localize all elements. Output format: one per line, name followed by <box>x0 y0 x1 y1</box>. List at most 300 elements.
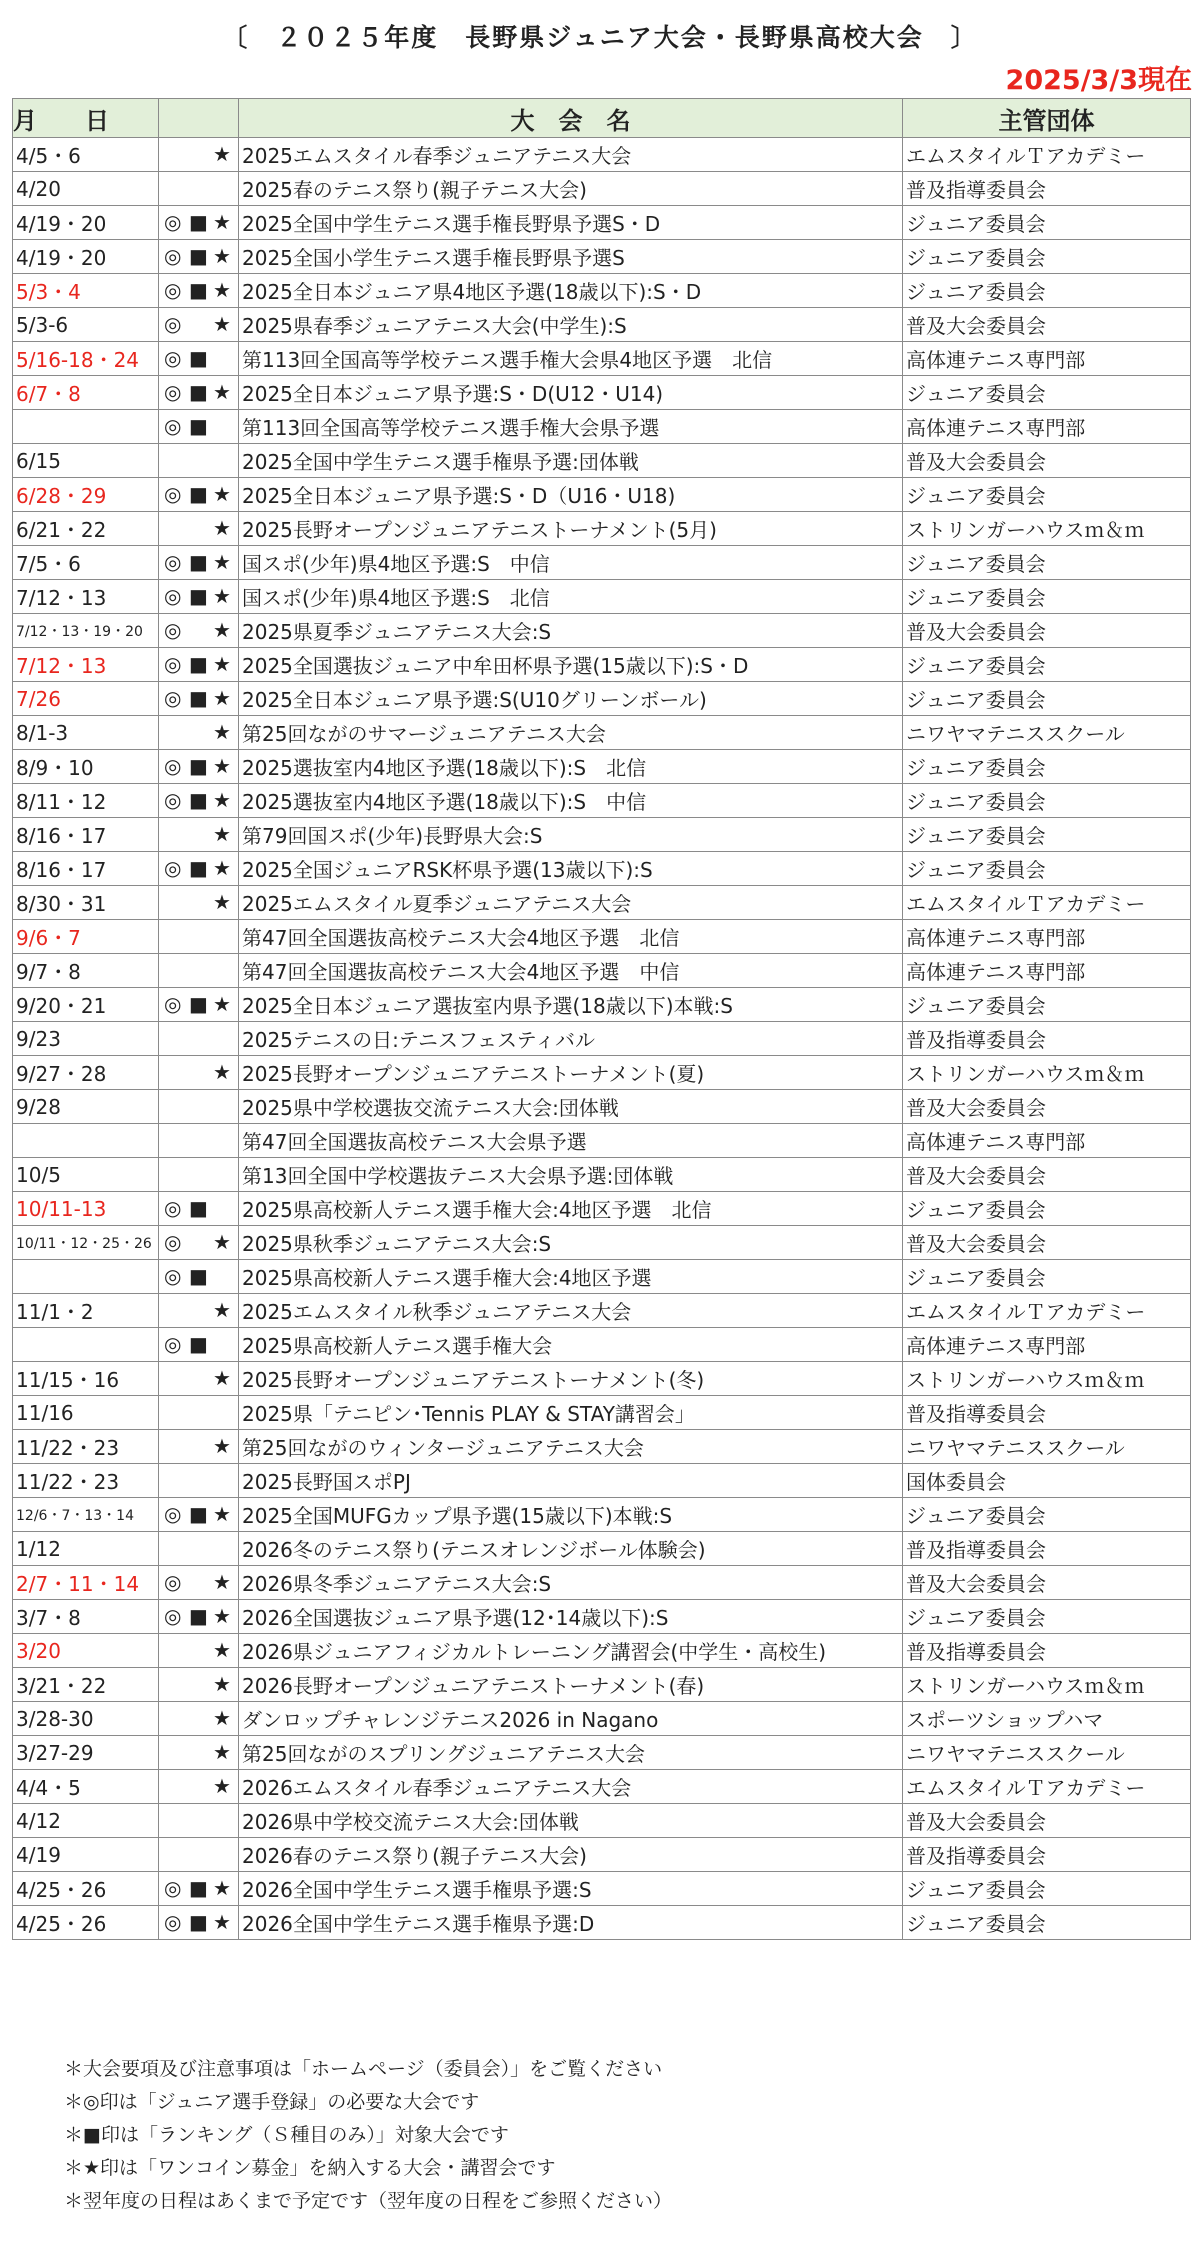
row-marks <box>159 1430 239 1464</box>
row-event-name: 第79回国スポ(少年)長野県大会:S <box>239 818 903 852</box>
row-marks <box>159 206 239 240</box>
one-coin-donation-mark: ★ <box>213 244 231 268</box>
one-coin-donation-mark: ★ <box>213 1740 231 1764</box>
row-date: 12/6・7・13・14 <box>13 1498 159 1532</box>
row-event-name: 2025県高校新人テニス選手権大会:4地区予選 北信 <box>239 1192 903 1226</box>
one-coin-donation-mark: ★ <box>213 142 231 166</box>
table-row <box>13 274 1191 308</box>
row-marks <box>159 1090 239 1124</box>
row-date: 7/26 <box>13 682 159 716</box>
ranking-mark: ■ <box>189 1910 208 1934</box>
row-event-name: 2025選抜室内4地区予選(18歳以下):S 中信 <box>239 784 903 818</box>
row-event-name: 2025県中学校選抜交流テニス大会:団体戦 <box>239 1090 903 1124</box>
row-organizer: ストリンガーハウスｍ＆ｍ <box>903 1056 1191 1090</box>
row-marks <box>159 1260 239 1294</box>
row-marks <box>159 478 239 512</box>
table-row <box>13 580 1191 614</box>
one-coin-donation-mark: ★ <box>213 1570 231 1594</box>
row-marks <box>159 580 239 614</box>
row-date: 3/7・8 <box>13 1600 159 1634</box>
row-event-name: 第13回全国中学校選抜テニス大会県予選:団体戦 <box>239 1158 903 1192</box>
row-organizer: ニワヤマテニススクール <box>903 716 1191 750</box>
row-event-name: 第113回全国高等学校テニス選手権大会県予選 <box>239 410 903 444</box>
row-date: 3/27-29 <box>13 1736 159 1770</box>
junior-registration-mark: ◎ <box>164 1876 182 1900</box>
row-date: 3/28-30 <box>13 1702 159 1736</box>
row-event-name: 2025全日本ジュニア県予選:S(U10グリーンボール) <box>239 682 903 716</box>
row-date: 6/21・22 <box>13 512 159 546</box>
row-marks <box>159 1600 239 1634</box>
one-coin-donation-mark: ★ <box>213 1366 231 1390</box>
one-coin-donation-mark: ★ <box>213 1230 231 1254</box>
junior-registration-mark: ◎ <box>164 278 182 302</box>
one-coin-donation-mark: ★ <box>213 652 231 676</box>
row-organizer: 普及指導委員会 <box>903 1634 1191 1668</box>
one-coin-donation-mark: ★ <box>213 1604 231 1628</box>
row-organizer: ジュニア委員会 <box>903 1192 1191 1226</box>
table-row <box>13 138 1191 172</box>
row-date: 7/5・6 <box>13 546 159 580</box>
row-organizer: エムスタイルＴアカデミー <box>903 886 1191 920</box>
row-date: 6/7・8 <box>13 376 159 410</box>
table-row <box>13 308 1191 342</box>
row-event-name: 2025全国中学生テニス選手権県予選:団体戦 <box>239 444 903 478</box>
row-date: 6/28・29 <box>13 478 159 512</box>
ranking-mark: ■ <box>189 210 208 234</box>
row-date: 8/1-3 <box>13 716 159 750</box>
row-marks <box>159 1022 239 1056</box>
row-organizer: 普及大会委員会 <box>903 1158 1191 1192</box>
row-event-name: 2025県高校新人テニス選手権大会 <box>239 1328 903 1362</box>
header-date: 月 日 <box>13 99 159 138</box>
junior-registration-mark: ◎ <box>164 686 182 710</box>
row-date: 4/20 <box>13 172 159 206</box>
row-event-name: 第47回全国選抜高校テニス大会4地区予選 中信 <box>239 954 903 988</box>
row-event-name: 2025県秋季ジュニアテニス大会:S <box>239 1226 903 1260</box>
table-row <box>13 818 1191 852</box>
table-row <box>13 240 1191 274</box>
row-event-name: 2025全日本ジュニア選抜室内県予選(18歳以下)本戦:S <box>239 988 903 1022</box>
row-marks <box>159 512 239 546</box>
ranking-mark: ■ <box>189 1264 208 1288</box>
row-event-name: 2026冬のテニス祭り(テニスオレンジボール体験会) <box>239 1532 903 1566</box>
ranking-mark: ■ <box>189 584 208 608</box>
row-marks <box>159 1906 239 1940</box>
table-row <box>13 1328 1191 1362</box>
row-date: 8/16・17 <box>13 852 159 886</box>
row-event-name: 2026県中学校交流テニス大会:団体戦 <box>239 1804 903 1838</box>
junior-registration-mark: ◎ <box>164 346 182 370</box>
one-coin-donation-mark: ★ <box>213 822 231 846</box>
ranking-mark: ■ <box>189 992 208 1016</box>
row-date: 4/25・26 <box>13 1872 159 1906</box>
page-title: 〔 ２０２５年度 長野県ジュニア大会・長野県高校大会 〕 <box>222 23 978 52</box>
junior-registration-mark: ◎ <box>164 414 182 438</box>
table-row <box>13 1566 1191 1600</box>
row-marks <box>159 410 239 444</box>
note-line: ＊翌年度の日程はあくまで予定です（翌年度の日程をご参照ください） <box>64 2190 673 2212</box>
table-row <box>13 546 1191 580</box>
row-event-name: 国スポ(少年)県4地区予選:S 北信 <box>239 580 903 614</box>
row-marks <box>159 852 239 886</box>
table-row <box>13 614 1191 648</box>
row-marks <box>159 376 239 410</box>
row-marks <box>159 988 239 1022</box>
row-marks <box>159 1804 239 1838</box>
row-event-name: 2025全国ジュニアRSK杯県予選(13歳以下):S <box>239 852 903 886</box>
row-event-name: 2025県夏季ジュニアテニス大会:S <box>239 614 903 648</box>
table-row <box>13 886 1191 920</box>
row-event-name: 2025長野国スポPJ <box>239 1464 903 1498</box>
row-event-name: 2025全国選抜ジュニア中牟田杯県予選(15歳以下):S・D <box>239 648 903 682</box>
row-marks <box>159 342 239 376</box>
row-date: 7/12・13 <box>13 648 159 682</box>
one-coin-donation-mark: ★ <box>213 1672 231 1696</box>
row-event-name: 2026全国選抜ジュニア県予選(12･14歳以下):S <box>239 1600 903 1634</box>
notes <box>64 2053 672 2218</box>
row-event-name: 2025長野オープンジュニアテニストーナメント(夏) <box>239 1056 903 1090</box>
junior-registration-mark: ◎ <box>164 1196 182 1220</box>
table-row <box>13 1532 1191 1566</box>
row-organizer: 高体連テニス専門部 <box>903 954 1191 988</box>
one-coin-donation-mark: ★ <box>213 1298 231 1322</box>
junior-registration-mark: ◎ <box>164 584 182 608</box>
row-event-name: 第25回ながのウィンタージュニアテニス大会 <box>239 1430 903 1464</box>
row-date: 8/11・12 <box>13 784 159 818</box>
table-row <box>13 716 1191 750</box>
row-organizer: ジュニア委員会 <box>903 988 1191 1022</box>
row-organizer: ジュニア委員会 <box>903 1906 1191 1940</box>
row-event-name: 2025県高校新人テニス選手権大会:4地区予選 <box>239 1260 903 1294</box>
table-row <box>13 1702 1191 1736</box>
junior-registration-mark: ◎ <box>164 856 182 880</box>
row-marks <box>159 1838 239 1872</box>
ranking-mark: ■ <box>189 652 208 676</box>
junior-registration-mark: ◎ <box>164 1230 182 1254</box>
junior-registration-mark: ◎ <box>164 312 182 336</box>
ranking-mark: ■ <box>189 788 208 812</box>
row-date: 8/9・10 <box>13 750 159 784</box>
ranking-mark: ■ <box>189 754 208 778</box>
row-organizer: ジュニア委員会 <box>903 206 1191 240</box>
row-organizer: ジュニア委員会 <box>903 1498 1191 1532</box>
one-coin-donation-mark: ★ <box>213 1876 231 1900</box>
row-date: 4/19 <box>13 1838 159 1872</box>
row-event-name: 第47回全国選抜高校テニス大会4地区予選 北信 <box>239 920 903 954</box>
row-marks <box>159 750 239 784</box>
row-event-name: 国スポ(少年)県4地区予選:S 中信 <box>239 546 903 580</box>
one-coin-donation-mark: ★ <box>213 210 231 234</box>
as-of-date: 2025/3/3現在 <box>1005 65 1192 96</box>
row-date <box>13 1124 159 1158</box>
junior-registration-mark: ◎ <box>164 652 182 676</box>
row-marks <box>159 1396 239 1430</box>
table-row <box>13 988 1191 1022</box>
row-marks <box>159 1668 239 1702</box>
table-row <box>13 1090 1191 1124</box>
table-header-row <box>13 99 1191 138</box>
table-row <box>13 1872 1191 1906</box>
row-date: 5/16-18・24 <box>13 342 159 376</box>
row-event-name: 2025全国小学生テニス選手権長野県予選S <box>239 240 903 274</box>
one-coin-donation-mark: ★ <box>213 788 231 812</box>
junior-registration-mark: ◎ <box>164 1332 182 1356</box>
table-row <box>13 206 1191 240</box>
junior-registration-mark: ◎ <box>164 992 182 1016</box>
row-event-name: 第113回全国高等学校テニス選手権大会県4地区予選 北信 <box>239 342 903 376</box>
row-event-name: 2025全国中学生テニス選手権長野県予選S・D <box>239 206 903 240</box>
junior-registration-mark: ◎ <box>164 1604 182 1628</box>
row-date: 4/5・6 <box>13 138 159 172</box>
ranking-mark: ■ <box>189 380 208 404</box>
row-event-name: 2025春のテニス祭り(親子テニス大会) <box>239 172 903 206</box>
row-event-name: 2025全日本ジュニア県予選:S・D(U12・U14) <box>239 376 903 410</box>
table-row <box>13 1634 1191 1668</box>
junior-registration-mark: ◎ <box>164 1910 182 1934</box>
row-organizer: 高体連テニス専門部 <box>903 410 1191 444</box>
row-organizer: 普及指導委員会 <box>903 172 1191 206</box>
row-marks <box>159 1158 239 1192</box>
one-coin-donation-mark: ★ <box>213 1638 231 1662</box>
row-event-name: 2025エムスタイル夏季ジュニアテニス大会 <box>239 886 903 920</box>
junior-registration-mark: ◎ <box>164 618 182 642</box>
row-event-name: 2025エムスタイル春季ジュニアテニス大会 <box>239 138 903 172</box>
row-date: 10/11・12・25・26 <box>13 1226 159 1260</box>
row-organizer: ジュニア委員会 <box>903 546 1191 580</box>
table-row <box>13 1464 1191 1498</box>
row-marks <box>159 274 239 308</box>
row-event-name: 第47回全国選抜高校テニス大会県予選 <box>239 1124 903 1158</box>
row-date: 11/22・23 <box>13 1430 159 1464</box>
table-row <box>13 1396 1191 1430</box>
row-organizer: 普及指導委員会 <box>903 1396 1191 1430</box>
row-organizer: 普及指導委員会 <box>903 1022 1191 1056</box>
junior-registration-mark: ◎ <box>164 754 182 778</box>
row-organizer: ジュニア委員会 <box>903 1600 1191 1634</box>
one-coin-donation-mark: ★ <box>213 1706 231 1730</box>
row-organizer: エムスタイルＴアカデミー <box>903 1294 1191 1328</box>
row-marks <box>159 1294 239 1328</box>
table-row <box>13 1260 1191 1294</box>
header-marks <box>159 99 239 138</box>
row-event-name: 2026全国中学生テニス選手権県予選:S <box>239 1872 903 1906</box>
ranking-mark: ■ <box>189 346 208 370</box>
row-marks <box>159 1634 239 1668</box>
row-marks <box>159 886 239 920</box>
row-date: 9/27・28 <box>13 1056 159 1090</box>
ranking-mark: ■ <box>189 1502 208 1526</box>
row-organizer: ストリンガーハウスｍ＆ｍ <box>903 512 1191 546</box>
row-organizer: ジュニア委員会 <box>903 750 1191 784</box>
one-coin-donation-mark: ★ <box>213 1434 231 1458</box>
row-marks <box>159 1770 239 1804</box>
one-coin-donation-mark: ★ <box>213 856 231 880</box>
table-row <box>13 1362 1191 1396</box>
row-marks <box>159 546 239 580</box>
row-date: 9/23 <box>13 1022 159 1056</box>
table-row <box>13 1498 1191 1532</box>
row-organizer: 高体連テニス専門部 <box>903 1328 1191 1362</box>
row-organizer: 国体委員会 <box>903 1464 1191 1498</box>
one-coin-donation-mark: ★ <box>213 890 231 914</box>
ranking-mark: ■ <box>189 550 208 574</box>
table-row <box>13 342 1191 376</box>
table-row <box>13 1430 1191 1464</box>
ranking-mark: ■ <box>189 1196 208 1220</box>
row-date: 1/12 <box>13 1532 159 1566</box>
row-marks <box>159 1124 239 1158</box>
row-date <box>13 1328 159 1362</box>
junior-registration-mark: ◎ <box>164 210 182 234</box>
note-line: ＊■印は「ランキング（Ｓ種目のみ）」対象大会です <box>64 2124 509 2146</box>
row-organizer: 普及大会委員会 <box>903 1090 1191 1124</box>
table-row <box>13 1192 1191 1226</box>
row-event-name: 2025県「テニピン･Tennis PLAY & STAY講習会」 <box>239 1396 903 1430</box>
row-date: 4/25・26 <box>13 1906 159 1940</box>
table-row <box>13 954 1191 988</box>
row-date: 4/4・5 <box>13 1770 159 1804</box>
junior-registration-mark: ◎ <box>164 1264 182 1288</box>
table-row <box>13 1158 1191 1192</box>
note-line: ＊◎印は「ジュニア選手登録」の必要な大会です <box>64 2091 480 2113</box>
row-organizer: 高体連テニス専門部 <box>903 1124 1191 1158</box>
row-event-name: 2026長野オープンジュニアテニストーナメント(春) <box>239 1668 903 1702</box>
row-event-name: 2026春のテニス祭り(親子テニス大会) <box>239 1838 903 1872</box>
row-marks <box>159 1464 239 1498</box>
row-event-name: 2025テニスの日:テニスフェスティバル <box>239 1022 903 1056</box>
ranking-mark: ■ <box>189 686 208 710</box>
row-organizer: 普及大会委員会 <box>903 1226 1191 1260</box>
row-marks <box>159 138 239 172</box>
table-row <box>13 172 1191 206</box>
row-date: 10/11-13 <box>13 1192 159 1226</box>
one-coin-donation-mark: ★ <box>213 992 231 1016</box>
one-coin-donation-mark: ★ <box>213 1774 231 1798</box>
ranking-mark: ■ <box>189 244 208 268</box>
row-event-name: 2026全国中学生テニス選手権県予選:D <box>239 1906 903 1940</box>
table-row <box>13 444 1191 478</box>
row-marks <box>159 1702 239 1736</box>
row-organizer: 普及指導委員会 <box>903 1838 1191 1872</box>
table-row <box>13 512 1191 546</box>
table-row <box>13 1124 1191 1158</box>
one-coin-donation-mark: ★ <box>213 482 231 506</box>
row-organizer: ニワヤマテニススクール <box>903 1736 1191 1770</box>
row-marks <box>159 1056 239 1090</box>
row-marks <box>159 308 239 342</box>
table-row <box>13 920 1191 954</box>
row-organizer: 高体連テニス専門部 <box>903 342 1191 376</box>
junior-registration-mark: ◎ <box>164 244 182 268</box>
note-line: ＊★印は「ワンコイン募金」を納入する大会・講習会です <box>64 2157 556 2179</box>
junior-registration-mark: ◎ <box>164 1570 182 1594</box>
ranking-mark: ■ <box>189 1876 208 1900</box>
ranking-mark: ■ <box>189 1604 208 1628</box>
row-marks <box>159 614 239 648</box>
row-organizer: エムスタイルＴアカデミー <box>903 138 1191 172</box>
row-date: 9/7・8 <box>13 954 159 988</box>
row-marks <box>159 716 239 750</box>
table-row <box>13 478 1191 512</box>
row-event-name: 2025選抜室内4地区予選(18歳以下):S 北信 <box>239 750 903 784</box>
row-marks <box>159 240 239 274</box>
row-event-name: 2025県春季ジュニアテニス大会(中学生):S <box>239 308 903 342</box>
one-coin-donation-mark: ★ <box>213 686 231 710</box>
header-name: 大 会 名 <box>239 99 903 138</box>
one-coin-donation-mark: ★ <box>213 618 231 642</box>
row-event-name: ダンロップチャレンジテニス2026 in Nagano <box>239 1702 903 1736</box>
row-marks <box>159 954 239 988</box>
row-organizer: ジュニア委員会 <box>903 240 1191 274</box>
row-marks <box>159 1192 239 1226</box>
row-organizer: ジュニア委員会 <box>903 1260 1191 1294</box>
table-row <box>13 852 1191 886</box>
junior-registration-mark: ◎ <box>164 788 182 812</box>
row-marks <box>159 1566 239 1600</box>
table-row <box>13 750 1191 784</box>
row-marks <box>159 682 239 716</box>
row-date <box>13 410 159 444</box>
junior-registration-mark: ◎ <box>164 482 182 506</box>
table-row <box>13 1668 1191 1702</box>
row-organizer: ジュニア委員会 <box>903 1872 1191 1906</box>
one-coin-donation-mark: ★ <box>213 720 231 744</box>
row-organizer: 普及大会委員会 <box>903 614 1191 648</box>
row-marks <box>159 1872 239 1906</box>
row-date: 4/12 <box>13 1804 159 1838</box>
ranking-mark: ■ <box>189 278 208 302</box>
one-coin-donation-mark: ★ <box>213 754 231 778</box>
row-marks <box>159 172 239 206</box>
row-event-name: 2026県ジュニアフィジカルトレーニング講習会(中学生・高校生) <box>239 1634 903 1668</box>
row-marks <box>159 1736 239 1770</box>
row-marks <box>159 920 239 954</box>
row-date: 11/16 <box>13 1396 159 1430</box>
table-row <box>13 410 1191 444</box>
one-coin-donation-mark: ★ <box>213 550 231 574</box>
table-row <box>13 1600 1191 1634</box>
row-date: 8/16・17 <box>13 818 159 852</box>
row-marks <box>159 1498 239 1532</box>
row-date: 10/5 <box>13 1158 159 1192</box>
header-org: 主管団体 <box>903 99 1191 138</box>
row-date: 11/22・23 <box>13 1464 159 1498</box>
ranking-mark: ■ <box>189 414 208 438</box>
row-date: 11/1・2 <box>13 1294 159 1328</box>
row-organizer: 普及大会委員会 <box>903 1804 1191 1838</box>
row-date: 9/20・21 <box>13 988 159 1022</box>
row-marks <box>159 1328 239 1362</box>
row-date: 7/12・13 <box>13 580 159 614</box>
row-marks <box>159 818 239 852</box>
row-organizer: スポーツショップハマ <box>903 1702 1191 1736</box>
row-organizer: ジュニア委員会 <box>903 376 1191 410</box>
row-organizer: ジュニア委員会 <box>903 580 1191 614</box>
row-organizer: エムスタイルＴアカデミー <box>903 1770 1191 1804</box>
row-organizer: ストリンガーハウスｍ＆ｍ <box>903 1362 1191 1396</box>
one-coin-donation-mark: ★ <box>213 1060 231 1084</box>
table-row <box>13 1906 1191 1940</box>
table-row <box>13 1226 1191 1260</box>
one-coin-donation-mark: ★ <box>213 1910 231 1934</box>
row-organizer: 普及大会委員会 <box>903 308 1191 342</box>
row-organizer: 普及指導委員会 <box>903 1532 1191 1566</box>
row-marks <box>159 784 239 818</box>
row-event-name: 2025全日本ジュニア県4地区予選(18歳以下):S・D <box>239 274 903 308</box>
note-line: ＊大会要項及び注意事項は「ホームページ（委員会）」をご覧ください <box>64 2058 663 2080</box>
row-marks <box>159 1226 239 1260</box>
one-coin-donation-mark: ★ <box>213 1502 231 1526</box>
